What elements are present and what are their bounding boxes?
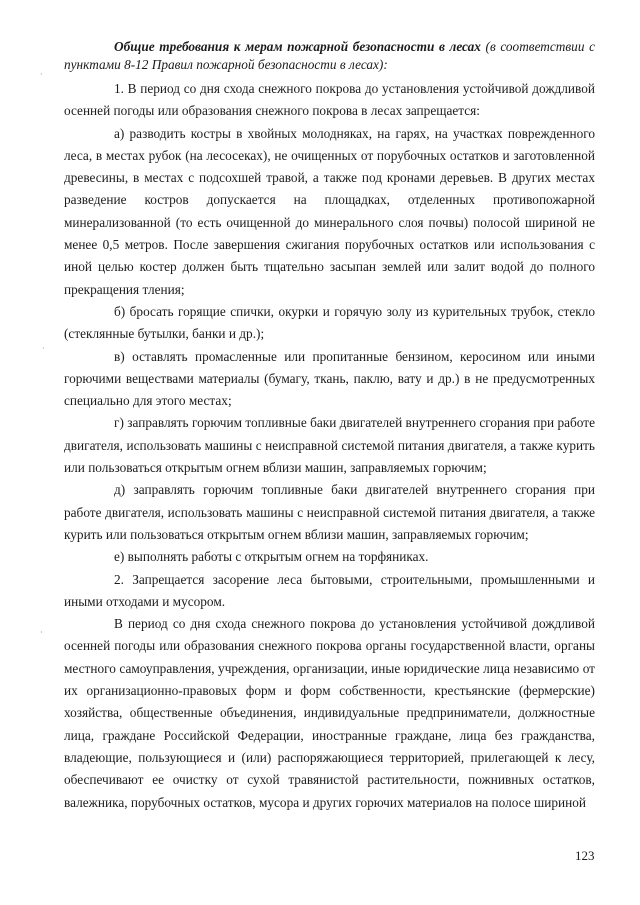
- heading-bold-text: Общие требования к мерам пожарной безопасности в лесах: [114, 39, 481, 54]
- paragraph: В период со дня схода снежного покрова до установления устойчивой дождливой осенней погоды или образования снежного покрова органы государственной власти, органы местного самоуправления, учреждения, организации, иные юридические лица независимо от их организационно-правовых форм и форм собственности, крестьянские (фермерские) хозяйства, общественные объединения, индивидуальные предприниматели, должностные лица, граждане Российской Федерации, иностранные граждане, лица без гражданства, владеющие, пользующиеся и (или) распоряжающиеся территорией, прилегающей к лесу, обеспечивают ее очистку от сухой травянистой растительности, пожнивных остатков, валежника, порубочных остатков, мусора и других горючих материалов на полосе шириной: [64, 616, 595, 810]
- paragraph: е) выполнять работы с открытым огнем на торфяниках.: [114, 549, 429, 565]
- scan-speck: ·: [40, 70, 43, 79]
- paragraph: 1. В период со дня схода снежного покрова до установления устойчивой дождливой осенней погоды или образования снежного покрова в лесах запрещается:: [64, 81, 595, 119]
- paragraph: г) заправлять горючим топливные баки двигателей внутреннего сгорания при работе двигателя, использовать машины с неисправной системой питания двигателя, а также курить или пользоваться открытым огнем вблизи машин, заправляемых горючим;: [64, 415, 595, 476]
- paragraph: а) разводить костры в хвойных молодняках, на гарях, на участках поврежденного леса, в местах рубок (на лесосеках), не очищенных от порубочных остатков и заготовленной древесины, в местах с подсохшей травой, а также под кронами деревьев. В других местах разведение костров допускается на площадках, отделенных противопожарной минерализованной (то есть очищенной до минерального слоя почвы) полосой шириной не менее 0,5 метров. После завершения сжигания порубочных остатков или использования с иной целью костер должен быть тщательно засыпан землей или залит водой до полного прекращения тления;: [64, 125, 595, 297]
- heading-reference-text: (в соответствии с пунктами 8-12 Правил пожарной безопасности в лесах):: [64, 39, 595, 72]
- scan-speck: ·: [40, 628, 43, 637]
- scan-speck: ·: [42, 344, 45, 353]
- document-body: [64, 38, 595, 814]
- paragraph: б) бросать горящие спички, окурки и горячую золу из курительных трубок, стекло (стеклянные бутылки, банки и др.);: [64, 303, 595, 342]
- page-number: 123: [575, 848, 595, 863]
- section-heading: [64, 38, 595, 74]
- paragraph: 2. Запрещается засорение леса бытовыми, строительными, промышленными и иными отходами и мусором.: [64, 571, 595, 609]
- paragraph: в) оставлять промасленные или пропитанные бензином, керосином или иными горючими веществами материалы (бумагу, ткань, паклю, вату и др.) в не предусмотренных специально для этого местах;: [64, 348, 595, 409]
- paragraph: д) заправлять горючим топливные баки двигателей внутреннего сгорания при работе двигателя, использовать машины с неисправной системой питания двигателя, а также курить или пользоваться открытым огнем вблизи машин, заправляемых горючим;: [64, 482, 595, 542]
